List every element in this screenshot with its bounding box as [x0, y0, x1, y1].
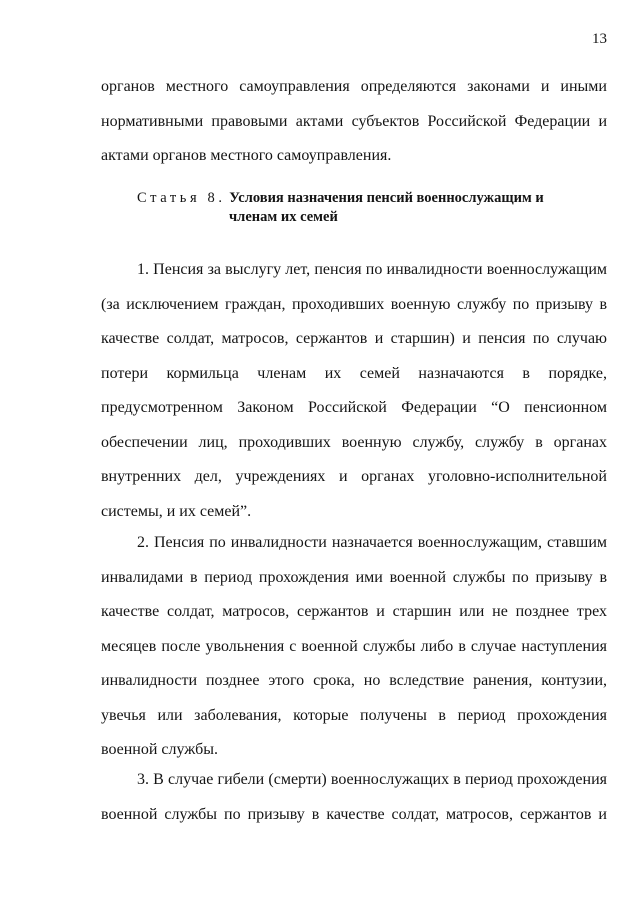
text-line: 1. Пенсия за выслугу лет, пенсия по инвалидности военнослужащим	[137, 261, 607, 278]
text-line: 3. В случае гибели (смерти) военнослужащих в период прохождения	[137, 771, 607, 788]
text-line: предусмотренном Законом Российской Федерации “О пенсионном	[101, 399, 607, 416]
text-line: нормативными правовыми актами субъектов Российской Федерации и	[101, 112, 607, 130]
text-line: органов местного самоуправления определяются законами и иными	[101, 78, 607, 95]
text-line: обеспечении лиц, проходивших военную службу, службу в органах	[101, 433, 607, 451]
paragraph-1	[101, 253, 607, 529]
intro-paragraph	[101, 70, 607, 174]
article-title-line2: членам их семей	[229, 209, 338, 225]
page-number: 13	[592, 31, 607, 47]
article-heading	[137, 189, 544, 227]
article-label: Статья 8.	[137, 190, 226, 206]
text-line: внутренних дел, учреждениях и органах уголовно-исполнительной	[101, 468, 607, 485]
text-line: увечья или заболевания, которые получены в период прохождения	[101, 706, 607, 724]
paragraph-3	[101, 763, 607, 832]
text-line: инвалидности позднее этого срока, но вследствие ранения, контузии,	[101, 672, 607, 689]
text-line: качестве солдат, матросов, сержантов и старшин или не позднее трех	[101, 603, 607, 620]
text-line: месяцев после увольнения с военной службы либо в случае наступления	[101, 637, 607, 655]
text-line: военной службы по призыву в качестве солдат, матросов, сержантов и	[101, 805, 607, 823]
text-line: актами органов местного самоуправления.	[101, 147, 392, 164]
text-line: военной службы.	[101, 741, 219, 758]
text-line: инвалидами в период прохождения ими военной службы по призыву в	[101, 568, 607, 586]
paragraph-2	[101, 526, 607, 768]
text-line: качестве солдат, матросов, сержантов и старшин) и пенсия по случаю	[101, 330, 607, 347]
text-line: (за исключением граждан, проходивших военную службу по призыву в	[101, 295, 607, 313]
article-title-line1: Условия назначения пенсий военнослужащим и	[229, 190, 544, 206]
text-line: потери кормильца членам их семей назначаются в порядке,	[101, 364, 607, 382]
text-line: системы, и их семей”.	[101, 502, 252, 520]
text-line: 2. Пенсия по инвалидности назначается военнослужащим, ставшим	[137, 534, 607, 551]
